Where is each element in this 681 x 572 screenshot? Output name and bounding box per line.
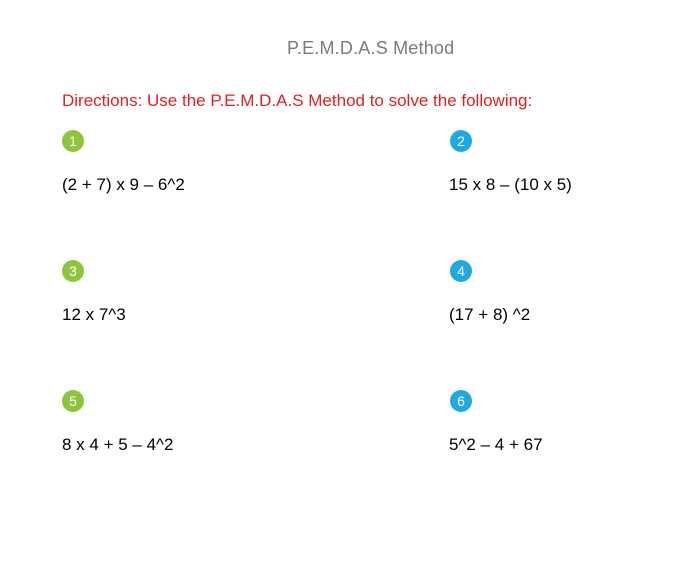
number-badge-5: 5 bbox=[62, 390, 84, 412]
expression-3: 12 x 7^3 bbox=[62, 305, 126, 324]
number-badge-1: 1 bbox=[62, 130, 84, 152]
directions-text: Directions: Use the P.E.M.D.A.S Method to solve the following: bbox=[62, 91, 533, 110]
number-badge-6: 6 bbox=[450, 390, 472, 412]
expression-6: 5^2 – 4 + 67 bbox=[449, 435, 543, 454]
expression-2: 15 x 8 – (10 x 5) bbox=[449, 175, 572, 194]
expression-5: 8 x 4 + 5 – 4^2 bbox=[62, 435, 174, 454]
number-badge-3: 3 bbox=[62, 260, 84, 282]
expression-4: (17 + 8) ^2 bbox=[449, 305, 531, 324]
number-badge-2: 2 bbox=[450, 130, 472, 152]
number-badge-4: 4 bbox=[450, 260, 472, 282]
expression-1: (2 + 7) x 9 – 6^2 bbox=[62, 175, 185, 194]
page-title: P.E.M.D.A.S Method bbox=[287, 38, 455, 58]
